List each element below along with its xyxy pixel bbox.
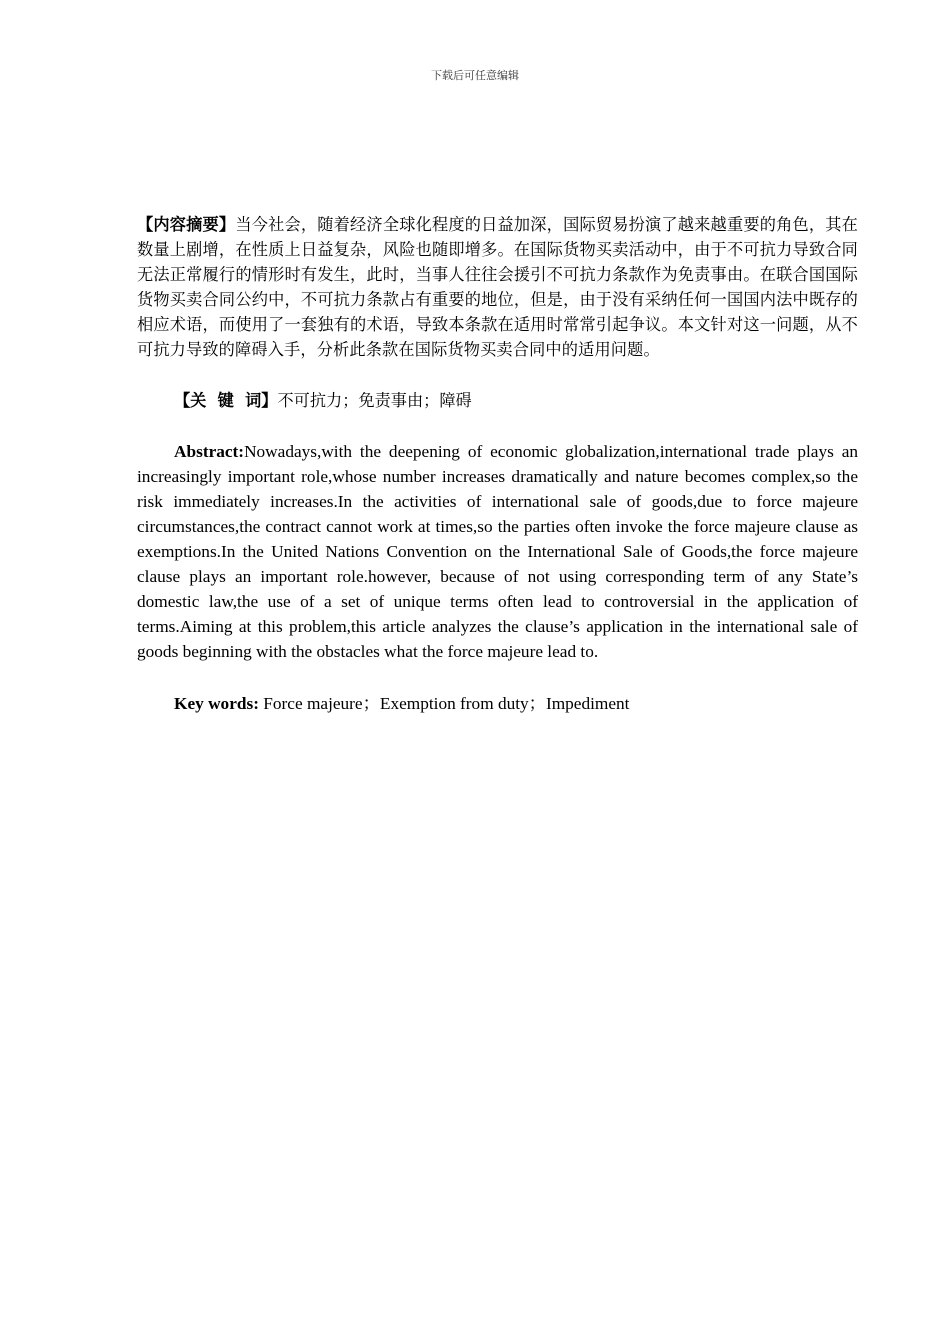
english-keywords-text: Force majeure；Exemption from duty；Impediment (258, 694, 630, 713)
english-abstract (137, 439, 858, 664)
english-keywords-label: Key words: (174, 694, 259, 713)
page-header-note: 下载后可任意编辑 (431, 69, 519, 82)
chinese-keywords-text: 不可抗力；免责事由；障碍 (277, 391, 472, 410)
chinese-abstract-label: 【内容摘要】 (137, 215, 236, 234)
english-keywords (137, 691, 858, 716)
document-body (137, 212, 858, 716)
chinese-keywords-label: 【关 键 词】 (174, 391, 278, 410)
chinese-keywords (137, 388, 858, 413)
chinese-abstract-text: 当今社会，随着经济全球化程度的日益加深，国际贸易扮演了越来越重要的角色，其在数量上剧增，在性质上日益复杂，风险也随即增多。在国际货物买卖活动中，由于不可抗力导致合同无法正常履行的情形时有发生，此时，当事人往往会援引不可抗力条款作为免责事由。在联合国国际货物买卖合同公约中，不可抗力条款占有重要的地位，但是，由于没有采纳任何一国国内法中既存的相应术语，而使用了一套独有的术语，导致本条款在适用时常常引起争议。本文针对这一问题，从不可抗力导致的障碍入手，分析此条款在国际货物买卖合同中的适用问题。 (137, 215, 858, 359)
english-abstract-label: Abstract: (174, 442, 245, 461)
english-abstract-text: Nowadays,with the deepening of economic globalization,international trade plays an increasingly important role,whose number increases dramatically and nature becomes complex,so the risk immediately increases.In the activities of international sale of goods,due to force majeure circumstances,the contract cannot work at times,so the parties often invoke the force majeure clause as exemptions.In the United Nations Convention on the International Sale of Goods,the force majeure clause plays an important role.however, because of not using corresponding term of any State’s domestic law,the use of a set of unique terms often lead to controversial in the application of terms.Aiming at this problem,this article analyzes the clause’s application in the international sale of goods beginning with the obstacles what the force majeure lead to. (137, 442, 858, 661)
chinese-abstract (137, 212, 858, 362)
